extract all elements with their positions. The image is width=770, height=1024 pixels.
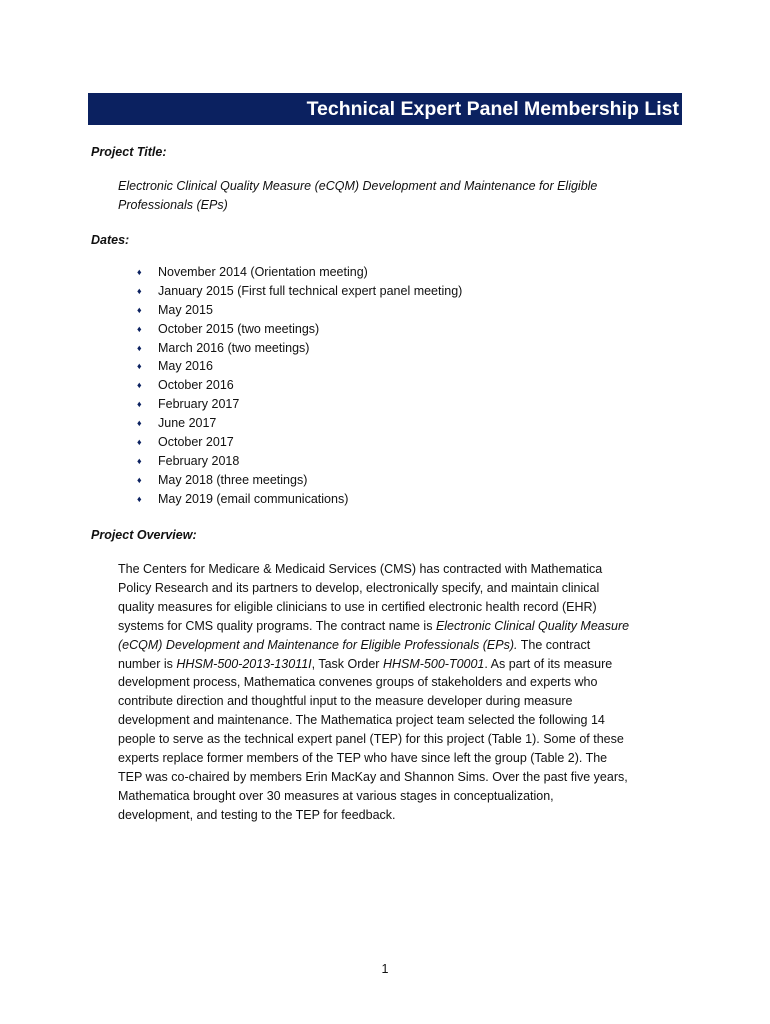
date-list-item-text: February 2018 bbox=[158, 453, 240, 468]
overview-italic-text: HHSM-500-2013-13011I bbox=[176, 656, 312, 671]
project-title-label: Project Title: bbox=[91, 145, 167, 159]
overview-text: quality measures for eligible clinicians to use in certified electronic health record (EHR) bbox=[118, 599, 597, 614]
date-list-item-text: May 2016 bbox=[158, 359, 213, 374]
overview-line bbox=[118, 711, 683, 730]
overview-line bbox=[118, 673, 683, 692]
date-list-item bbox=[137, 452, 462, 471]
overview-text: Mathematica brought over 30 measures at various stages in conceptualization, bbox=[118, 788, 554, 803]
dates-label: Dates: bbox=[91, 233, 130, 247]
diamond-bullet-icon: ♦ bbox=[137, 418, 142, 429]
overview-text: development and maintenance. The Mathematica project team selected the following 14 bbox=[118, 713, 605, 728]
date-list-item-text: January 2015 (First full technical expert panel meeting) bbox=[158, 283, 463, 298]
overview-italic-text: HHSM-500-T0001 bbox=[382, 656, 485, 671]
diamond-bullet-icon: ♦ bbox=[137, 267, 142, 277]
overview-line bbox=[118, 692, 683, 711]
date-list-item bbox=[137, 339, 462, 358]
page-number: 1 bbox=[381, 962, 389, 976]
diamond-bullet-icon: ♦ bbox=[137, 323, 142, 334]
date-list-item bbox=[137, 471, 462, 490]
project-overview-paragraph bbox=[118, 560, 683, 825]
overview-text: The contract bbox=[517, 637, 591, 652]
date-list-item-text: May 2018 (three meetings) bbox=[158, 472, 308, 487]
date-list-item-text: June 2017 bbox=[158, 416, 217, 431]
overview-line bbox=[118, 636, 683, 655]
overview-text: people to serve as the technical expert panel (TEP) for this project (Table 1). Some of these bbox=[118, 732, 624, 747]
diamond-bullet-icon: ♦ bbox=[137, 361, 142, 372]
overview-text: experts replace former members of the TEP who have since left the group (Table 2). The bbox=[118, 751, 608, 766]
date-list-item-text: October 2015 (two meetings) bbox=[158, 321, 320, 336]
overview-text: The Centers for Medicare & Medicaid Services (CMS) has contracted with Mathematica bbox=[118, 562, 603, 576]
overview-line bbox=[118, 560, 683, 579]
overview-line bbox=[118, 806, 683, 825]
overview-line bbox=[118, 730, 683, 749]
date-list-item bbox=[137, 433, 462, 452]
overview-line bbox=[118, 579, 683, 598]
date-list-item bbox=[137, 301, 462, 320]
page-title-banner bbox=[88, 93, 682, 125]
overview-text: contribute direction and thoughtful input to the measure developer during measure bbox=[118, 694, 573, 709]
project-title-value bbox=[118, 177, 668, 215]
overview-text: systems for CMS quality programs. The contract name is bbox=[118, 618, 436, 633]
date-list-item bbox=[137, 414, 462, 433]
overview-line bbox=[118, 655, 683, 674]
diamond-bullet-icon: ♦ bbox=[137, 437, 142, 448]
date-list-item bbox=[137, 490, 462, 509]
date-list-item-text: May 2015 bbox=[158, 302, 213, 317]
page-title: Technical Expert Panel Membership List bbox=[306, 98, 679, 120]
project-title-line: Professionals (EPs) bbox=[118, 198, 228, 212]
overview-text: TEP was co-chaired by members Erin MacKay and Shannon Sims. Over the past five years, bbox=[118, 769, 628, 784]
diamond-bullet-icon: ♦ bbox=[137, 474, 142, 485]
overview-text: development, and testing to the TEP for feedback. bbox=[118, 807, 396, 822]
dates-list bbox=[137, 263, 462, 509]
overview-text: Policy Research and its partners to develop, electronically specify, and maintain clinical bbox=[118, 580, 600, 595]
date-list-item-text: October 2016 bbox=[158, 378, 234, 393]
date-list-item-text: October 2017 bbox=[158, 435, 234, 450]
date-list-item-text: May 2019 (email communications) bbox=[158, 491, 349, 506]
diamond-bullet-icon: ♦ bbox=[137, 399, 142, 410]
date-list-item bbox=[137, 357, 462, 376]
overview-line bbox=[118, 787, 683, 806]
date-list-item-text: March 2016 (two meetings) bbox=[158, 340, 310, 355]
date-list-item bbox=[137, 282, 462, 301]
overview-text: , Task Order bbox=[311, 656, 383, 671]
overview-line bbox=[118, 598, 683, 617]
overview-text: . As part of its measure bbox=[484, 656, 613, 671]
date-list-item bbox=[137, 263, 462, 282]
date-list-item-text: February 2017 bbox=[158, 397, 240, 412]
overview-italic-text: Electronic Clinical Quality Measure bbox=[435, 618, 630, 633]
diamond-bullet-icon: ♦ bbox=[137, 304, 142, 315]
date-list-item-text: November 2014 (Orientation meeting) bbox=[158, 265, 368, 279]
diamond-bullet-icon: ♦ bbox=[137, 285, 142, 296]
overview-line bbox=[118, 617, 683, 636]
date-list-item bbox=[137, 320, 462, 339]
diamond-bullet-icon: ♦ bbox=[137, 342, 142, 353]
diamond-bullet-icon: ♦ bbox=[137, 493, 142, 504]
project-overview-label: Project Overview: bbox=[91, 528, 197, 542]
overview-text: number is bbox=[118, 656, 177, 671]
overview-text: development process, Mathematica convenes groups of stakeholders and experts who bbox=[118, 675, 598, 690]
project-title-line: Electronic Clinical Quality Measure (eCQM) Development and Maintenance for Eligible bbox=[118, 179, 598, 193]
overview-line bbox=[118, 749, 683, 768]
date-list-item bbox=[137, 395, 462, 414]
overview-line bbox=[118, 768, 683, 787]
diamond-bullet-icon: ♦ bbox=[137, 455, 142, 466]
overview-italic-text: (eCQM) Development and Maintenance for Eligible Professionals (EPs). bbox=[118, 637, 518, 652]
diamond-bullet-icon: ♦ bbox=[137, 380, 142, 391]
date-list-item bbox=[137, 376, 462, 395]
